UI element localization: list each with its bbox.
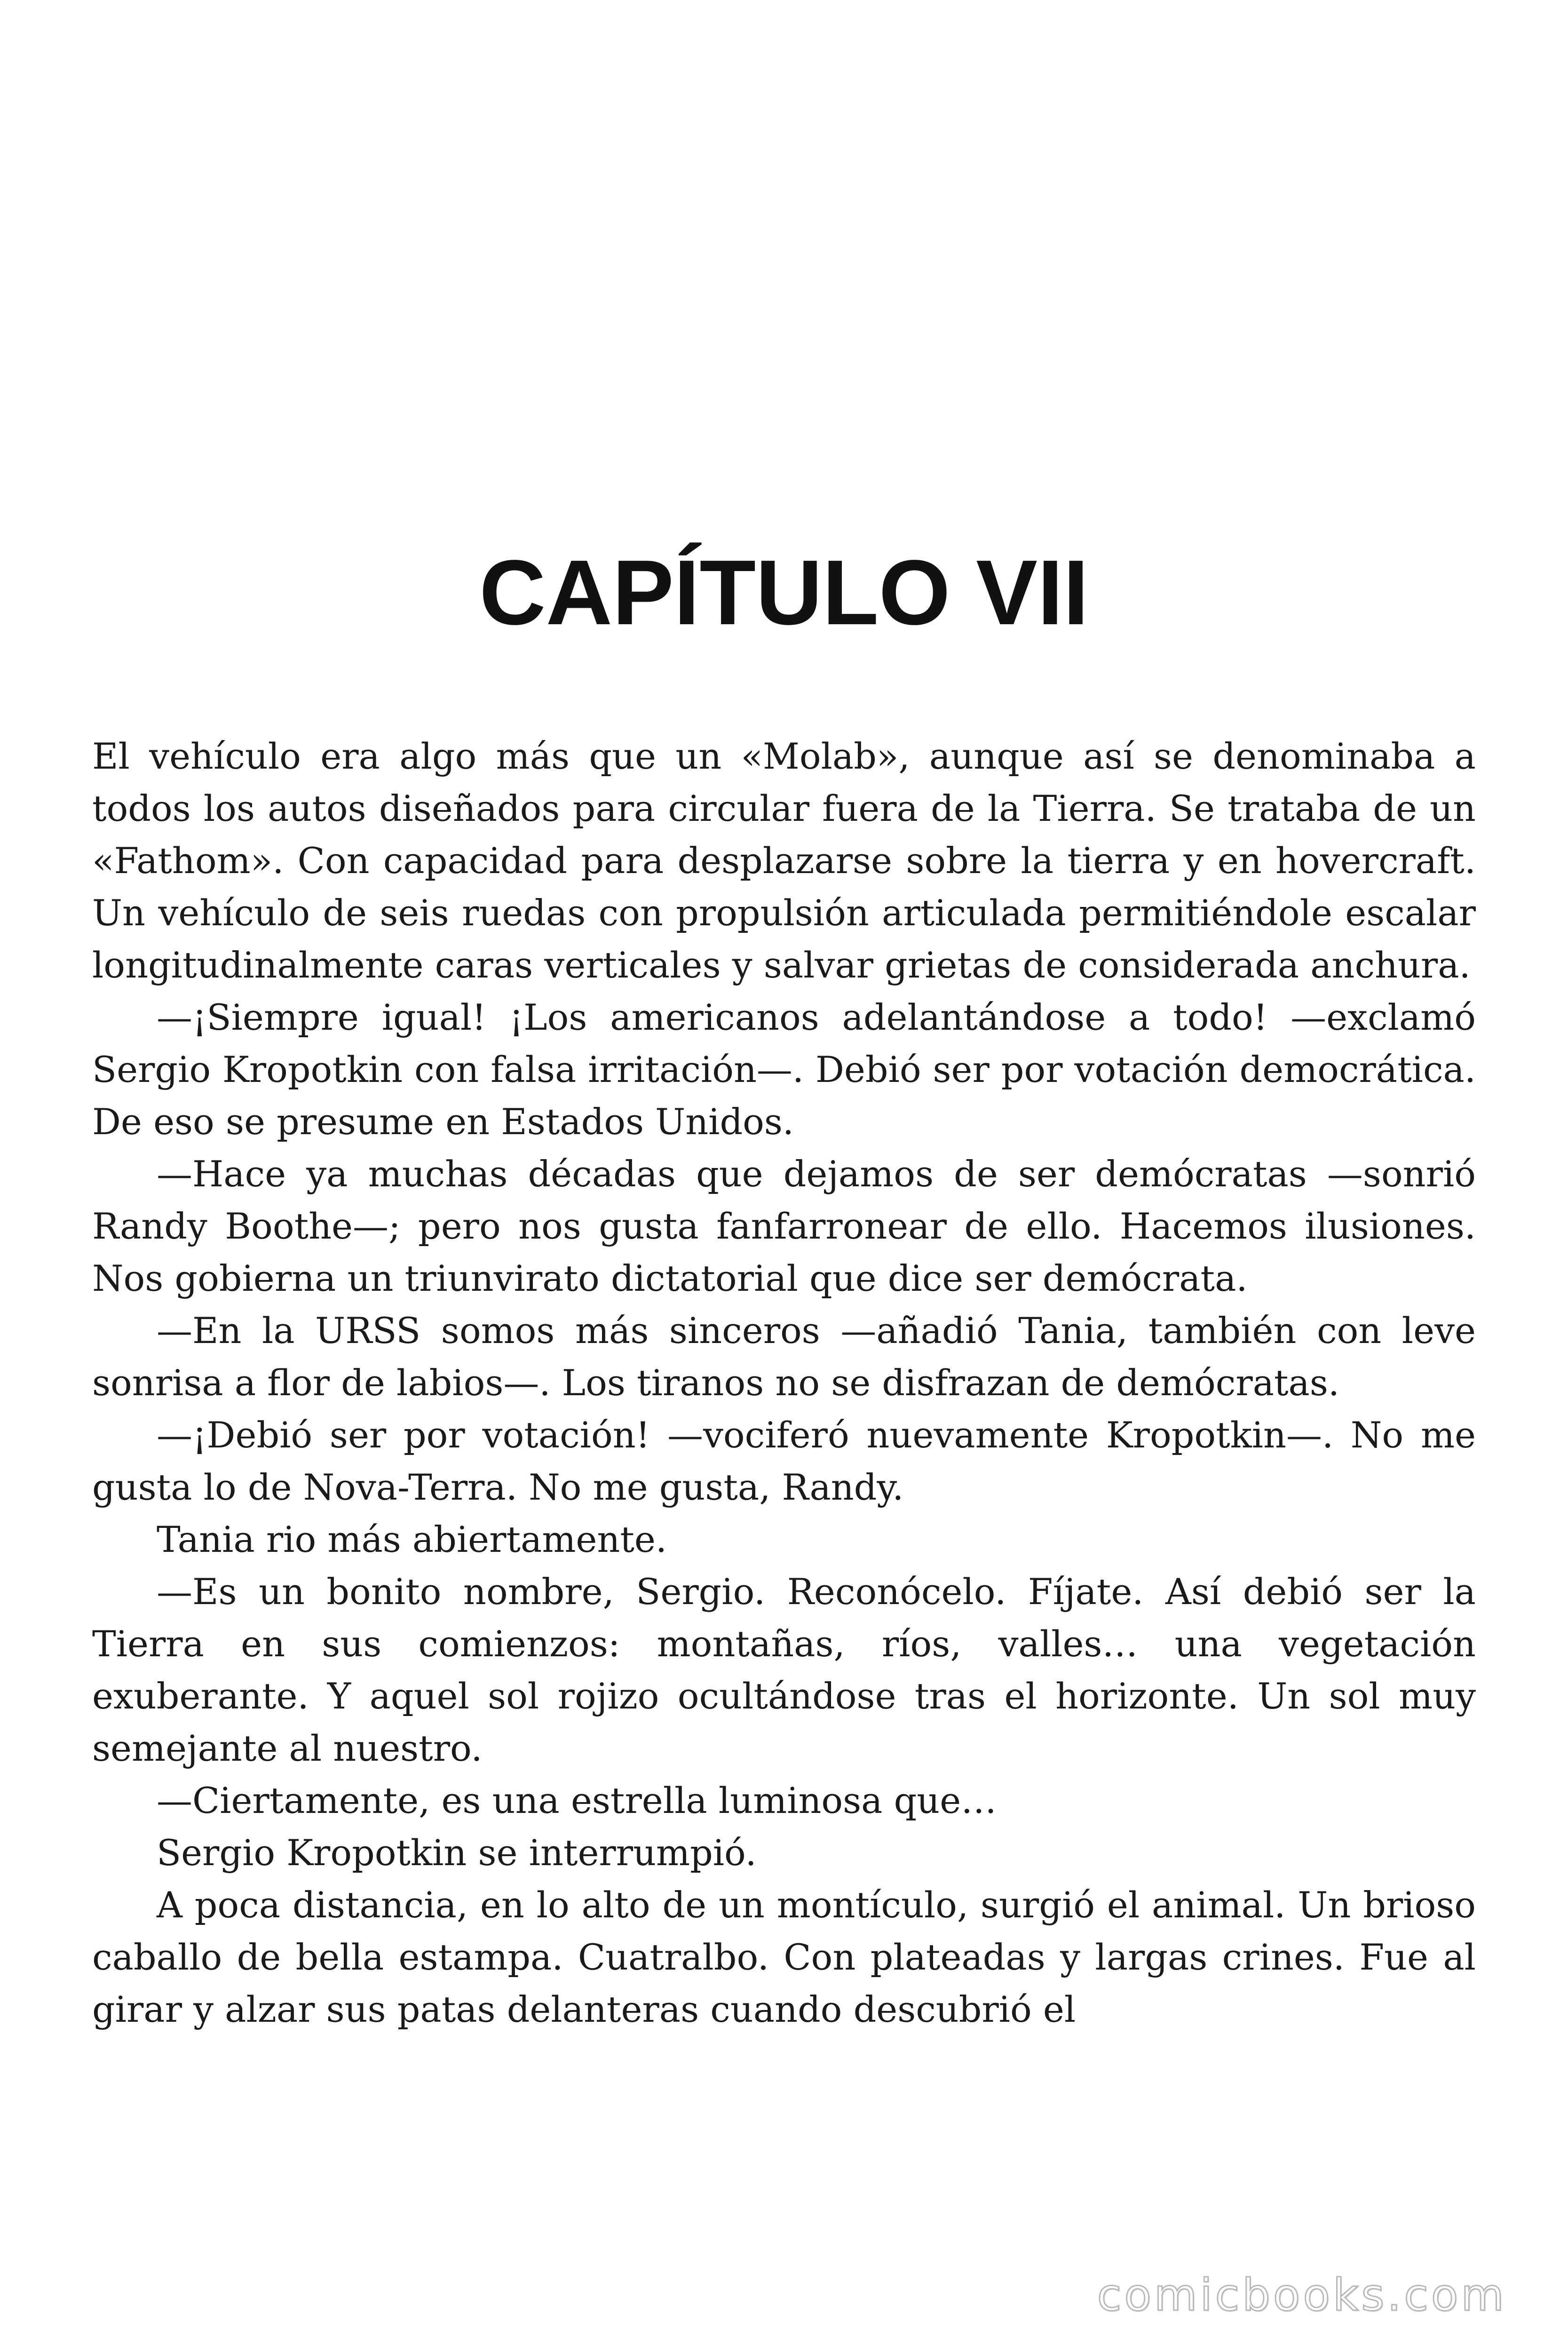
paragraph: El vehículo era algo más que un «Molab», aunque así se denominaba a todos los autos diseñados para circular fuera de la Tierra. Se trataba de un «Fathom». Con capacidad para desplazarse sobre la tierra y en hovercraft. Un vehículo de seis ruedas con propulsión articulada permitiéndole escalar longitudinalmente caras verticales y salvar grietas de considerada anchura. bbox=[92, 735, 1476, 986]
paragraph: A poca distancia, en lo alto de un montículo, surgió el animal. Un brioso caballo de bella estampa. Cuatralbo. Con plateadas y largas crines. Fue al girar y alzar sus patas delanteras cuando descubrió el bbox=[92, 1884, 1476, 2030]
paragraph: —Es un bonito nombre, Sergio. Reconócelo. Fíjate. Así debió ser la Tierra en sus comienzos: montañas, ríos, valles… una vegetación exuberante. Y aquel sol rojizo ocultándose tras el horizonte. Un sol muy semejante al nuestro. bbox=[92, 1571, 1476, 1769]
paragraph: Tania rio más abiertamente. bbox=[157, 1518, 667, 1560]
chapter-text bbox=[92, 730, 1476, 2035]
paragraph: —¡Debió ser por votación! —vociferó nuevamente Kropotkin—. No me gusta lo de Nova-Terra. No me gusta, Randy. bbox=[92, 1414, 1476, 1508]
paragraph: Sergio Kropotkin se interrumpió. bbox=[157, 1832, 757, 1874]
chapter-title: CAPÍTULO VII bbox=[479, 541, 1089, 644]
paragraph: —Ciertamente, es una estrella luminosa que… bbox=[157, 1780, 997, 1821]
paragraph: —En la URSS somos más sinceros —añadió Tania, también con leve sonrisa a flor de labios—. Los tiranos no se disfrazan de demócratas. bbox=[92, 1310, 1476, 1404]
paragraph: —¡Siempre igual! ¡Los americanos adelantándose a todo! —exclamó Sergio Kropotkin con falsa irritación—. Debió ser por votación democrática. De eso se presume en Estados Unidos. bbox=[92, 996, 1476, 1143]
watermark: comicbooks.com bbox=[1097, 2270, 1507, 2321]
paragraph: —Hace ya muchas décadas que dejamos de ser demócratas —sonrió Randy Boothe—; pero nos gusta fanfarronear de ello. Hacemos ilusiones. Nos gobierna un triunvirato dictatorial que dice ser demócrata. bbox=[92, 1153, 1476, 1299]
